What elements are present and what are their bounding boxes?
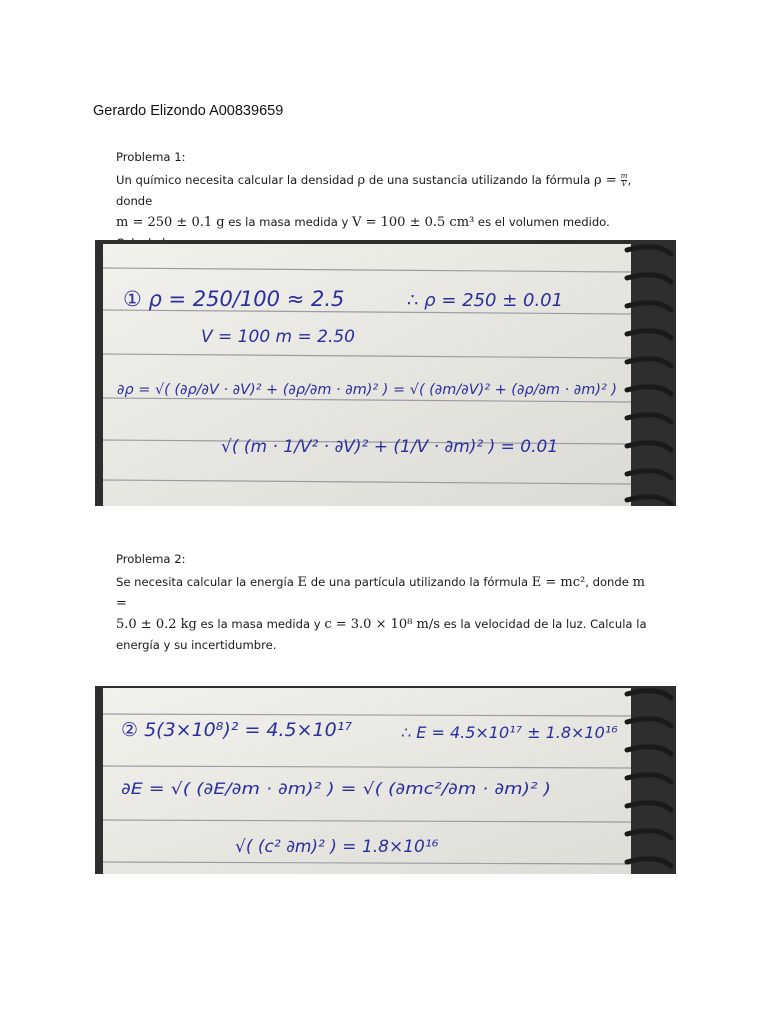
note2-row2: ∂E = √( (∂E/∂m · ∂m)² ) = √( (∂mc²/∂m · ∂m)² ) [121, 779, 551, 798]
note2-row1b: ∴ E = 4.5×10¹⁷ ± 1.8×10¹⁶ [401, 723, 618, 742]
p1-frac-den: V [621, 180, 627, 188]
problem-2 [116, 549, 651, 656]
notebook-photo-2 [95, 686, 676, 874]
note1-row4: √( (m · 1/V² · ∂V)² + (1/V · ∂m)² ) = 0.01 [221, 437, 559, 457]
p1-formula: ρ = [593, 173, 621, 188]
note1-row1a: ① ρ = 250/100 ≈ 2.5 [123, 287, 345, 311]
notebook-photo-1 [95, 240, 676, 506]
p2-text: es la velocidad de la luz. Calcula la [439, 617, 647, 631]
p1-text: , donde [116, 173, 632, 208]
note1-row1b: ∴ ρ = 250 ± 0.01 [407, 290, 564, 311]
p2-text: es la masa medida y [196, 617, 325, 631]
problem-1-title: Problema 1: [116, 150, 186, 164]
p2-m-start: m = [116, 575, 645, 611]
p1-text: Un químico necesita calcular la densidad [116, 173, 358, 187]
p2-e: E [297, 575, 308, 590]
notebook-photo-1-drawing [95, 240, 676, 506]
p1-rho: ρ [357, 173, 366, 188]
p2-formula: E = mc² [531, 575, 586, 590]
p2-mass: 5.0 ± 0.2 kg [116, 617, 197, 632]
p1-volume: V = 100 ± 0.5 cm³ [352, 215, 475, 230]
notebook-photo-2-drawing [95, 686, 676, 874]
p2-c: c = 3.0 × 10⁸ m/s [324, 617, 440, 632]
p2-text: Se necesita calcular la energía [116, 575, 298, 589]
paper-sheet [103, 244, 631, 506]
p1-text: es el volumen medido. [477, 215, 610, 229]
note1-row2: V = 100 m = 2.50 [201, 327, 355, 347]
p1-text: es la masa medida y [224, 215, 353, 229]
problem-2-title: Problema 2: [116, 552, 186, 566]
note2-row3: √( (c² ∂m)² ) = 1.8×10¹⁶ [235, 837, 439, 857]
note2-row1a: ② 5(3×10⁸)² = 4.5×10¹⁷ [121, 719, 352, 741]
p2-text: energía y su incertidumbre. [116, 638, 277, 652]
p1-mass: m = 250 ± 0.1 g [116, 215, 225, 230]
note1-row3: ∂ρ = √( (∂ρ/∂V · ∂V)² + (∂ρ/∂m · ∂m)² ) = √( (∂m/∂V)² + (∂ρ/∂m · ∂m)² ) [117, 382, 617, 398]
p2-text: , donde [585, 575, 633, 589]
author-name: Gerardo Elizondo A00839659 [93, 103, 284, 119]
p1-text: de una sustancia utilizando la fórmula [365, 173, 594, 187]
p2-text: de una partícula utilizando la fórmula [307, 575, 532, 589]
p1-frac-num: m [620, 172, 628, 180]
